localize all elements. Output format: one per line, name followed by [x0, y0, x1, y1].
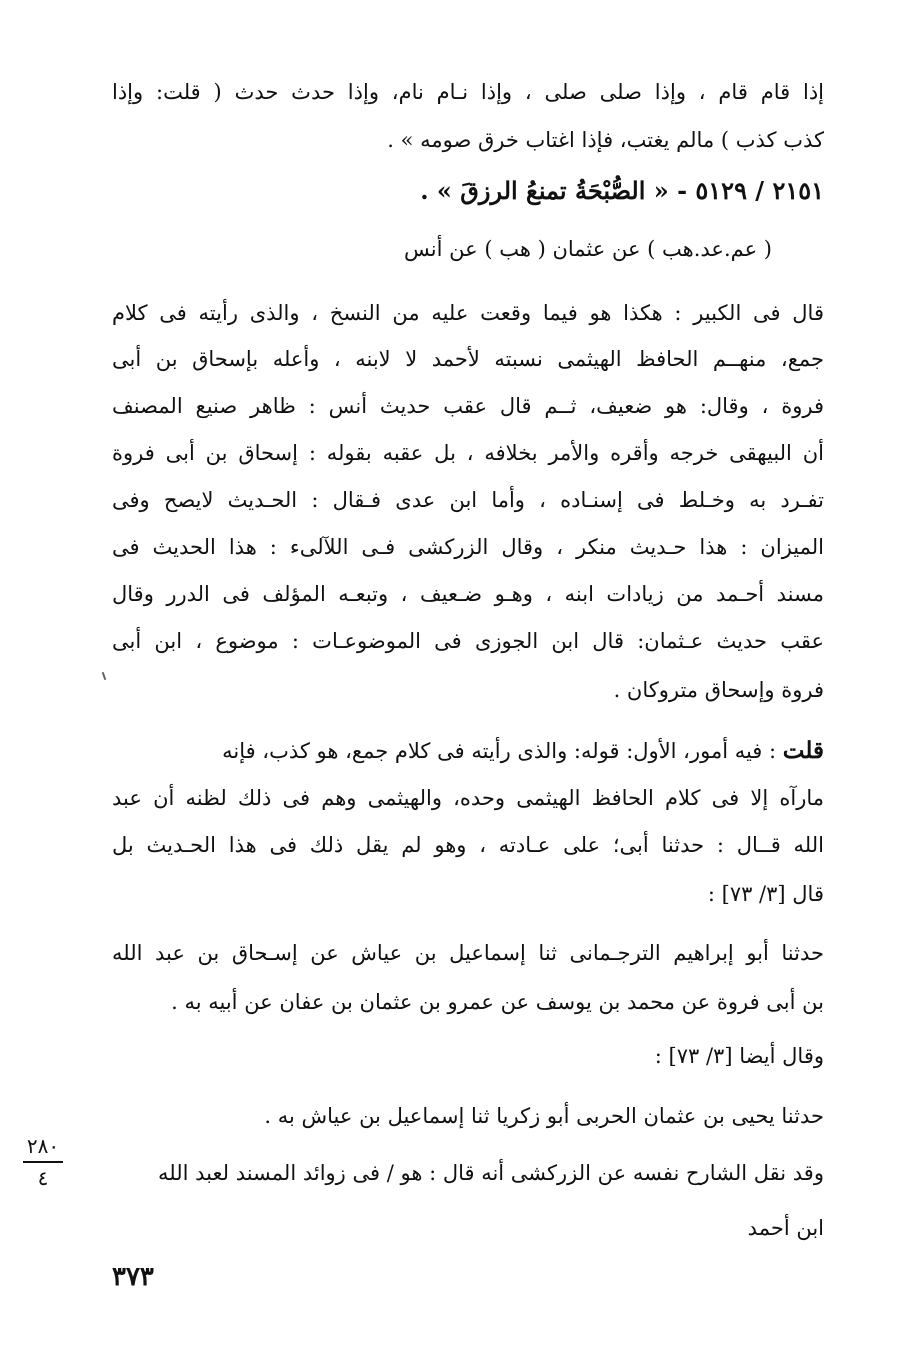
text-line-5: قال فى الكبير : هكذا هو فيما وقعت عليه من النسخ ، والذى رأيته فى كلام: [112, 301, 824, 325]
page-number: ٣٧٣: [112, 1262, 154, 1292]
text-line-8: أن البيهقى خرجه وأقره والأمر بخلافه ، بل عقبه بقوله : إسحاق بن أبى فروة: [112, 441, 824, 465]
text-line-1: إذا قام قام ، وإذا صلى صلى ، وإذا نـام نام، وإذا حدث حدث ( قلت: وإذا: [112, 80, 824, 104]
margin-note-bottom: ٤: [37, 1166, 49, 1190]
margin-note-divider: [23, 1161, 63, 1163]
text-line-11: مسند أحـمد من زيادات ابنه ، وهـو ضـعيف ، وتبعـه المؤلف فى الدرر وقال: [112, 582, 824, 606]
text-line-2: كذب كذب ) مالم يغتب، فإذا اغتاب خرق صومه » .: [387, 128, 824, 152]
text-line-19: بن أبى فروة عن محمد بن يوسف عن عمرو بن عثمان بن عفان عن أبيه به .: [171, 990, 824, 1014]
text-line-18: حدثنا أبو إبراهيم الترجـمانى ثنا إسماعيل بن عياش عن إسـحاق بن عبد الله: [112, 941, 824, 965]
text-line-12: عقب حديث عـثمان: قال ابن الجوزى فى الموضوعـات : موضوع ، ابن أبى: [112, 629, 824, 653]
text-line-22: وقد نقل الشارح نفسه عن الزركشى أنه قال : هو / فى زوائد المسند لعبد الله: [158, 1161, 824, 1185]
text-line-15: مارآه إلا فى كلام الحافظ الهيثمى وحده، والهيثمى وهم فى ذلك لظنه أن عبد: [112, 786, 824, 810]
text-line-7: فروة ، وقال: هو ضعيف، ثــم قال عقب حديث أنس : ظاهر صنيع المصنف: [112, 394, 824, 418]
text-line-14: فيه أمور، الأول: قوله: والذى رأيته فى كلام جمع، هو كذب، فإنه: [222, 739, 763, 763]
qult-label: قلت: [782, 737, 824, 764]
hadith-heading: ٢١٥١ / ٥١٢٩ - « الصُّبْحَةُ تمنعُ الرزقَ » .: [420, 176, 824, 205]
text-line-16: الله قــال : حدثنا أبى؛ على عـادته ، وهو لم يقل ذلك فى هذا الحـديث بل: [112, 833, 824, 857]
margin-note-top: ٢٨٠: [26, 1134, 60, 1158]
text-line-17: قال [٣/ ٧٣] :: [707, 882, 824, 906]
text-line-20: وقال أيضا [٣/ ٧٣] :: [654, 1044, 824, 1068]
text-line-21: حدثنا يحيى بن عثمان الحربى أبو زكريا ثنا إسماعيل بن عياش به .: [264, 1104, 824, 1128]
text-line-10: الميزان : هذا حـديث منكر ، وقال الزركشى فـى اللآلىء : هذا الحديث فى: [112, 535, 824, 559]
text-line-6: جمع، منهــم الحافظ الهيثمى نسبته لأحمد لا لابنه ، وأعله بإسحاق بن أبى: [112, 347, 824, 371]
scan-speck: [102, 672, 107, 680]
qult-line: قلت : فيه أمور، الأول: قوله: والذى رأيته فى كلام جمع، هو كذب، فإنه: [222, 737, 824, 764]
text-line-9: تفـرد به وخـلط فى إسنـاده ، وأما ابن عدى فـقال : الحـديث لايصح وفى: [112, 488, 824, 512]
margin-page-reference: [18, 1133, 68, 1191]
hadith-source: ( عم.عد.هب ) عن عثمان ( هب ) عن أنس: [404, 237, 772, 261]
text-line-23: ابن أحمد: [747, 1216, 824, 1240]
text-line-13: فروة وإسحاق متروكان .: [613, 678, 824, 702]
